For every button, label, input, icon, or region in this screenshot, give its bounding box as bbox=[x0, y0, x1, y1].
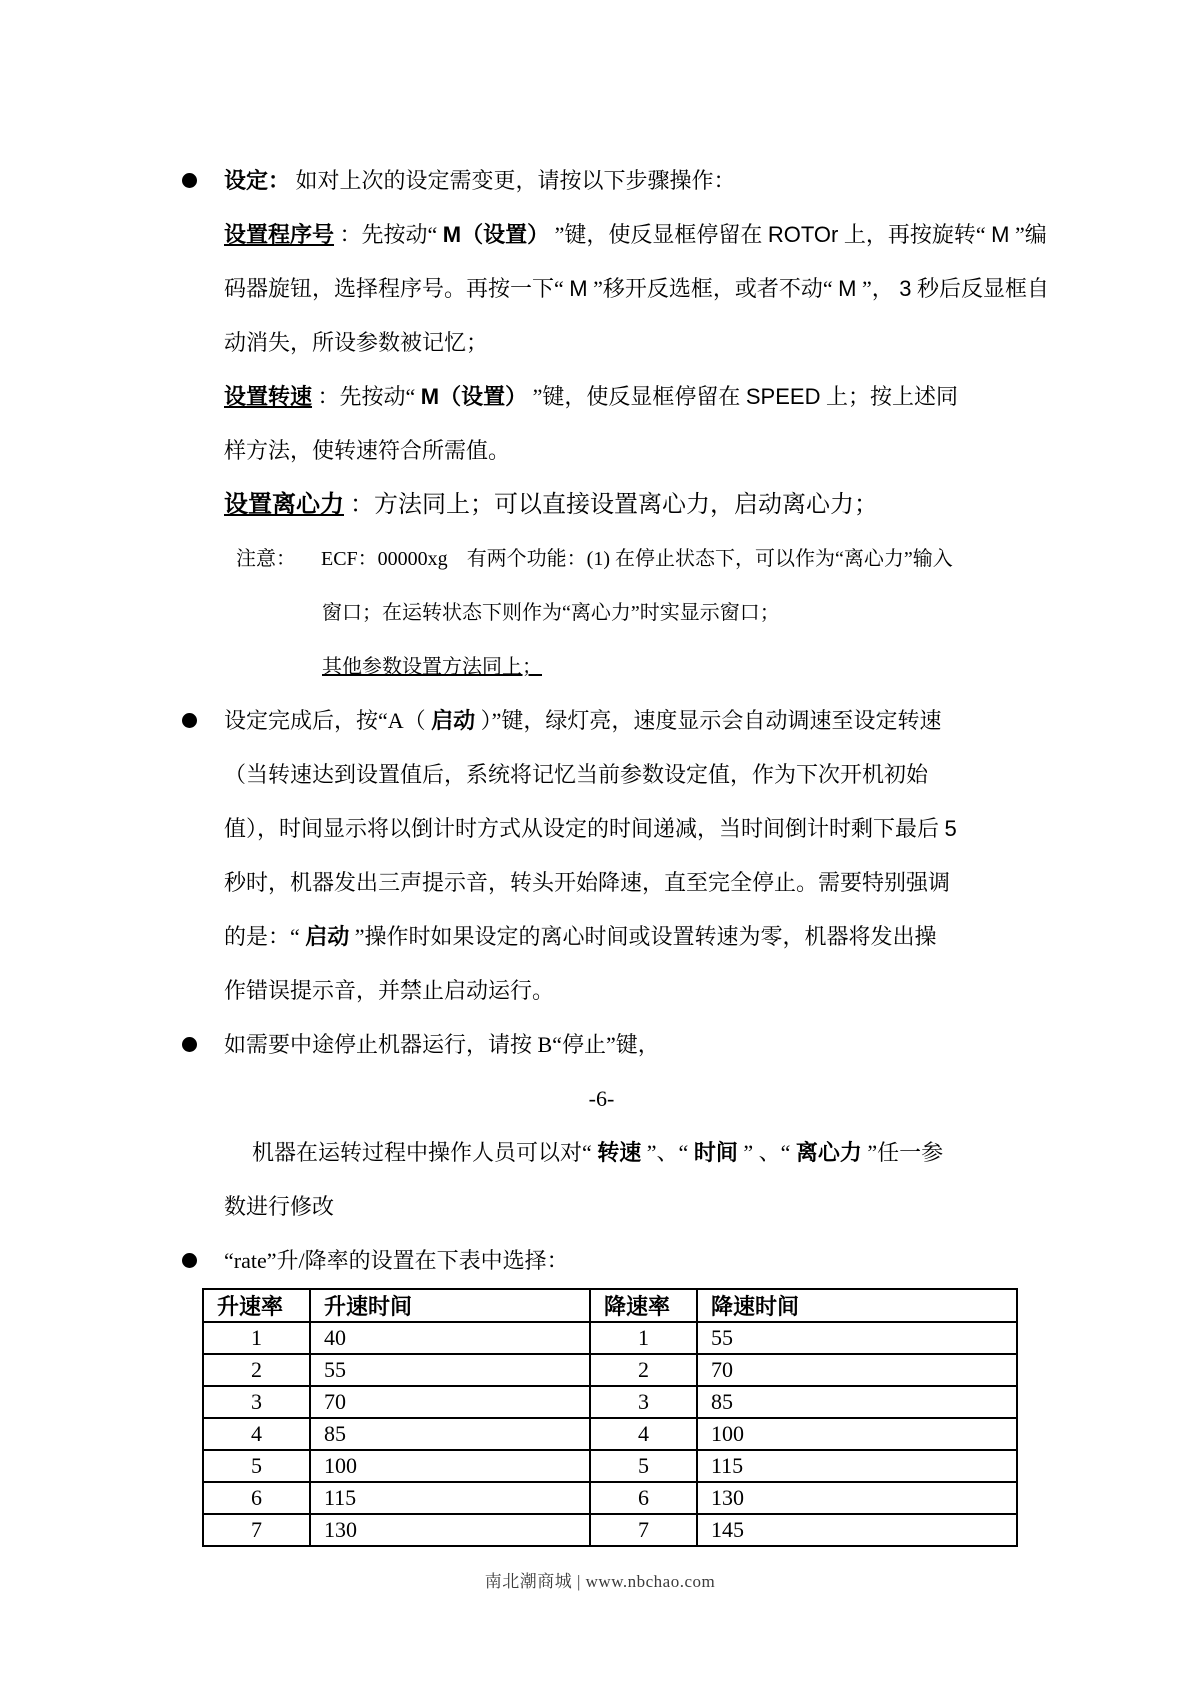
note-line-3 bbox=[224, 640, 1039, 694]
text-segment: ”、“ bbox=[646, 1140, 689, 1165]
note-label: 注意： bbox=[236, 548, 296, 570]
cell-fall-rate: 6 bbox=[590, 1482, 697, 1514]
number-3: 3 bbox=[899, 276, 912, 301]
text-line-start-3 bbox=[224, 802, 1039, 856]
bullet-line-setting bbox=[224, 154, 1039, 208]
text-line-program-2 bbox=[224, 262, 1049, 316]
cell-fall-rate: 7 bbox=[590, 1514, 697, 1546]
bullet-icon bbox=[182, 173, 197, 188]
col-header-fall-time: 降速时间 bbox=[697, 1289, 1017, 1322]
key-m: M bbox=[838, 276, 857, 301]
cell-fall-time: 115 bbox=[697, 1450, 1017, 1482]
table-row bbox=[203, 1386, 1017, 1418]
cell-rise-time: 55 bbox=[310, 1354, 590, 1386]
bullet-line-start bbox=[224, 694, 1039, 748]
cell-fall-time: 70 bbox=[697, 1354, 1017, 1386]
cell-fall-time: 55 bbox=[697, 1322, 1017, 1354]
key-m: M bbox=[991, 222, 1010, 247]
bullet-icon bbox=[182, 1037, 197, 1052]
label-ecf: ECF：00000xg bbox=[321, 548, 448, 570]
document-body bbox=[217, 154, 1049, 1547]
text-segment: 秒后反显框自 bbox=[916, 276, 1049, 301]
table-row bbox=[203, 1354, 1017, 1386]
text-segment: ” 、“ bbox=[743, 1140, 791, 1165]
text-segment: 作错误提示音，并禁止启动运行。 bbox=[224, 978, 555, 1003]
table-row bbox=[203, 1322, 1017, 1354]
bullet-icon bbox=[182, 1253, 197, 1268]
text-segment: 的是：“ bbox=[224, 924, 300, 949]
key-m-set: M（设置） bbox=[420, 384, 528, 409]
cell-rise-time: 85 bbox=[310, 1418, 590, 1450]
text-segment: ”任一参 bbox=[867, 1140, 944, 1165]
text-segment: 上，再按旋转“ bbox=[843, 222, 986, 247]
text-segment: 样方法，使转速符合所需值。 bbox=[224, 438, 511, 463]
text-segment: ”操作时如果设定的离心时间或设置转速为零，机器将发出操 bbox=[354, 924, 937, 949]
text-segment: 值），时间显示将以倒计时方式从设定的时间递减，当时间倒计时剩下最后 bbox=[224, 816, 945, 841]
underlined-note: 其他参数设置方法同上； bbox=[322, 656, 542, 678]
text-line-speed-2 bbox=[224, 424, 1039, 478]
cell-rise-time: 100 bbox=[310, 1450, 590, 1482]
text-segment: ：方法同上；可以直接设置离心力，启动离心力； bbox=[350, 492, 878, 518]
table-row bbox=[203, 1418, 1017, 1450]
table-row bbox=[203, 1514, 1017, 1546]
table-row bbox=[203, 1450, 1017, 1482]
col-header-rise-rate: 升速率 bbox=[203, 1289, 310, 1322]
heading-set-force: 设置离心力 bbox=[224, 492, 344, 518]
text-segment: 如需要中途停止机器运行，请按 B“停止”键， bbox=[224, 1032, 660, 1057]
text-segment: 码器旋钮，选择程序号。再按一下“ bbox=[224, 276, 564, 301]
keyword-speed: 转速 bbox=[597, 1140, 642, 1165]
text-segment: 窗口；在运转状态下则作为“离心力”时实显示窗口； bbox=[322, 602, 780, 624]
cell-fall-rate: 2 bbox=[590, 1354, 697, 1386]
bullet-line-rate bbox=[224, 1234, 1039, 1288]
text-segment: ：先按动“ bbox=[339, 222, 438, 247]
label-speed: SPEED bbox=[745, 384, 821, 409]
cell-rise-time: 40 bbox=[310, 1322, 590, 1354]
cell-fall-time: 85 bbox=[697, 1386, 1017, 1418]
text-segment: “rate”升/降率的设置在下表中选择： bbox=[224, 1248, 569, 1273]
cell-rise-rate: 1 bbox=[203, 1322, 310, 1354]
cell-rise-rate: 2 bbox=[203, 1354, 310, 1386]
text-segment: ”， bbox=[861, 276, 894, 301]
cell-rise-rate: 7 bbox=[203, 1514, 310, 1546]
cell-rise-rate: 5 bbox=[203, 1450, 310, 1482]
table-header-row bbox=[203, 1289, 1017, 1322]
key-m: M bbox=[569, 276, 588, 301]
cell-rise-rate: 4 bbox=[203, 1418, 310, 1450]
text-segment: （当转速达到设置值后，系统将记忆当前参数设定值，作为下次开机初始 bbox=[224, 762, 929, 787]
key-m-set: M（设置） bbox=[442, 222, 550, 247]
text-line-modify-1 bbox=[224, 1126, 1039, 1180]
text-line-program-1 bbox=[224, 208, 1047, 262]
cell-rise-rate: 3 bbox=[203, 1386, 310, 1418]
text-line-start-6 bbox=[224, 964, 1039, 1018]
heading-set-speed: 设置转速 bbox=[224, 384, 313, 409]
cell-fall-rate: 3 bbox=[590, 1386, 697, 1418]
text-line-speed-1 bbox=[224, 370, 1039, 424]
cell-rise-time: 130 bbox=[310, 1514, 590, 1546]
text-segment: ”键，使反显框停留在 bbox=[554, 222, 768, 247]
text-segment: ）”键，绿灯亮，速度显示会自动调速至设定转速 bbox=[480, 708, 942, 733]
cell-fall-rate: 1 bbox=[590, 1322, 697, 1354]
keyword-force: 离心力 bbox=[795, 1140, 862, 1165]
text-line-start-5 bbox=[224, 910, 1039, 964]
text-line-start-4 bbox=[224, 856, 1039, 910]
col-header-rise-time: 升速时间 bbox=[310, 1289, 590, 1322]
label-rotor: ROTOr bbox=[767, 222, 839, 247]
number-5: 5 bbox=[944, 816, 957, 841]
text-line-start-2 bbox=[224, 748, 1039, 802]
col-header-fall-rate: 降速率 bbox=[590, 1289, 697, 1322]
text-segment: ”移开反选框，或者不动“ bbox=[593, 276, 833, 301]
note-line-1 bbox=[224, 532, 1039, 586]
page-number-text: -6- bbox=[588, 1086, 615, 1111]
cell-rise-time: 70 bbox=[310, 1386, 590, 1418]
footer-text: 南北潮商城 | www.nbchao.com bbox=[484, 1572, 716, 1591]
keyword-start: 启动 bbox=[431, 708, 476, 733]
keyword-start: 启动 bbox=[305, 924, 350, 949]
rate-table bbox=[202, 1288, 1018, 1547]
cell-fall-time: 145 bbox=[697, 1514, 1017, 1546]
keyword-time: 时间 bbox=[693, 1140, 738, 1165]
heading-set-program: 设置程序号 bbox=[224, 222, 335, 247]
cell-fall-time: 130 bbox=[697, 1482, 1017, 1514]
page-footer bbox=[0, 1570, 1200, 1594]
text-segment: 秒时，机器发出三声提示音，转头开始降速，直至完全停止。需要特别强调 bbox=[224, 870, 951, 895]
page-number bbox=[164, 1072, 1039, 1126]
cell-fall-rate: 4 bbox=[590, 1418, 697, 1450]
text-line-modify-2 bbox=[224, 1180, 1039, 1234]
cell-rise-time: 115 bbox=[310, 1482, 590, 1514]
keyword-setting: 设定： bbox=[224, 168, 291, 193]
text-segment: ：先按动“ bbox=[317, 384, 416, 409]
text-segment: 设定完成后，按“A（ bbox=[224, 708, 426, 733]
cell-rise-rate: 6 bbox=[203, 1482, 310, 1514]
bullet-line-stop bbox=[224, 1018, 1039, 1072]
text-line-program-3 bbox=[224, 316, 1039, 370]
text-segment: 数进行修改 bbox=[224, 1194, 335, 1219]
text-segment: 有两个功能：(1) 在停止状态下，可以作为“离心力”输入 bbox=[466, 548, 953, 570]
text-line-force bbox=[224, 478, 1039, 532]
text-segment: ”键，使反显框停留在 bbox=[532, 384, 746, 409]
table-row bbox=[203, 1482, 1017, 1514]
cell-fall-time: 100 bbox=[697, 1418, 1017, 1450]
text-segment: ”编 bbox=[1014, 222, 1047, 247]
cell-fall-rate: 5 bbox=[590, 1450, 697, 1482]
bullet-icon bbox=[182, 713, 197, 728]
text-segment: 上；按上述同 bbox=[825, 384, 958, 409]
text-segment: 动消失，所设参数被记忆； bbox=[224, 330, 489, 355]
text-segment: 机器在运转过程中操作人员可以对“ bbox=[252, 1140, 592, 1165]
note-line-2 bbox=[224, 586, 1039, 640]
text-segment: 如对上次的设定需变更，请按以下步骤操作： bbox=[295, 168, 736, 193]
